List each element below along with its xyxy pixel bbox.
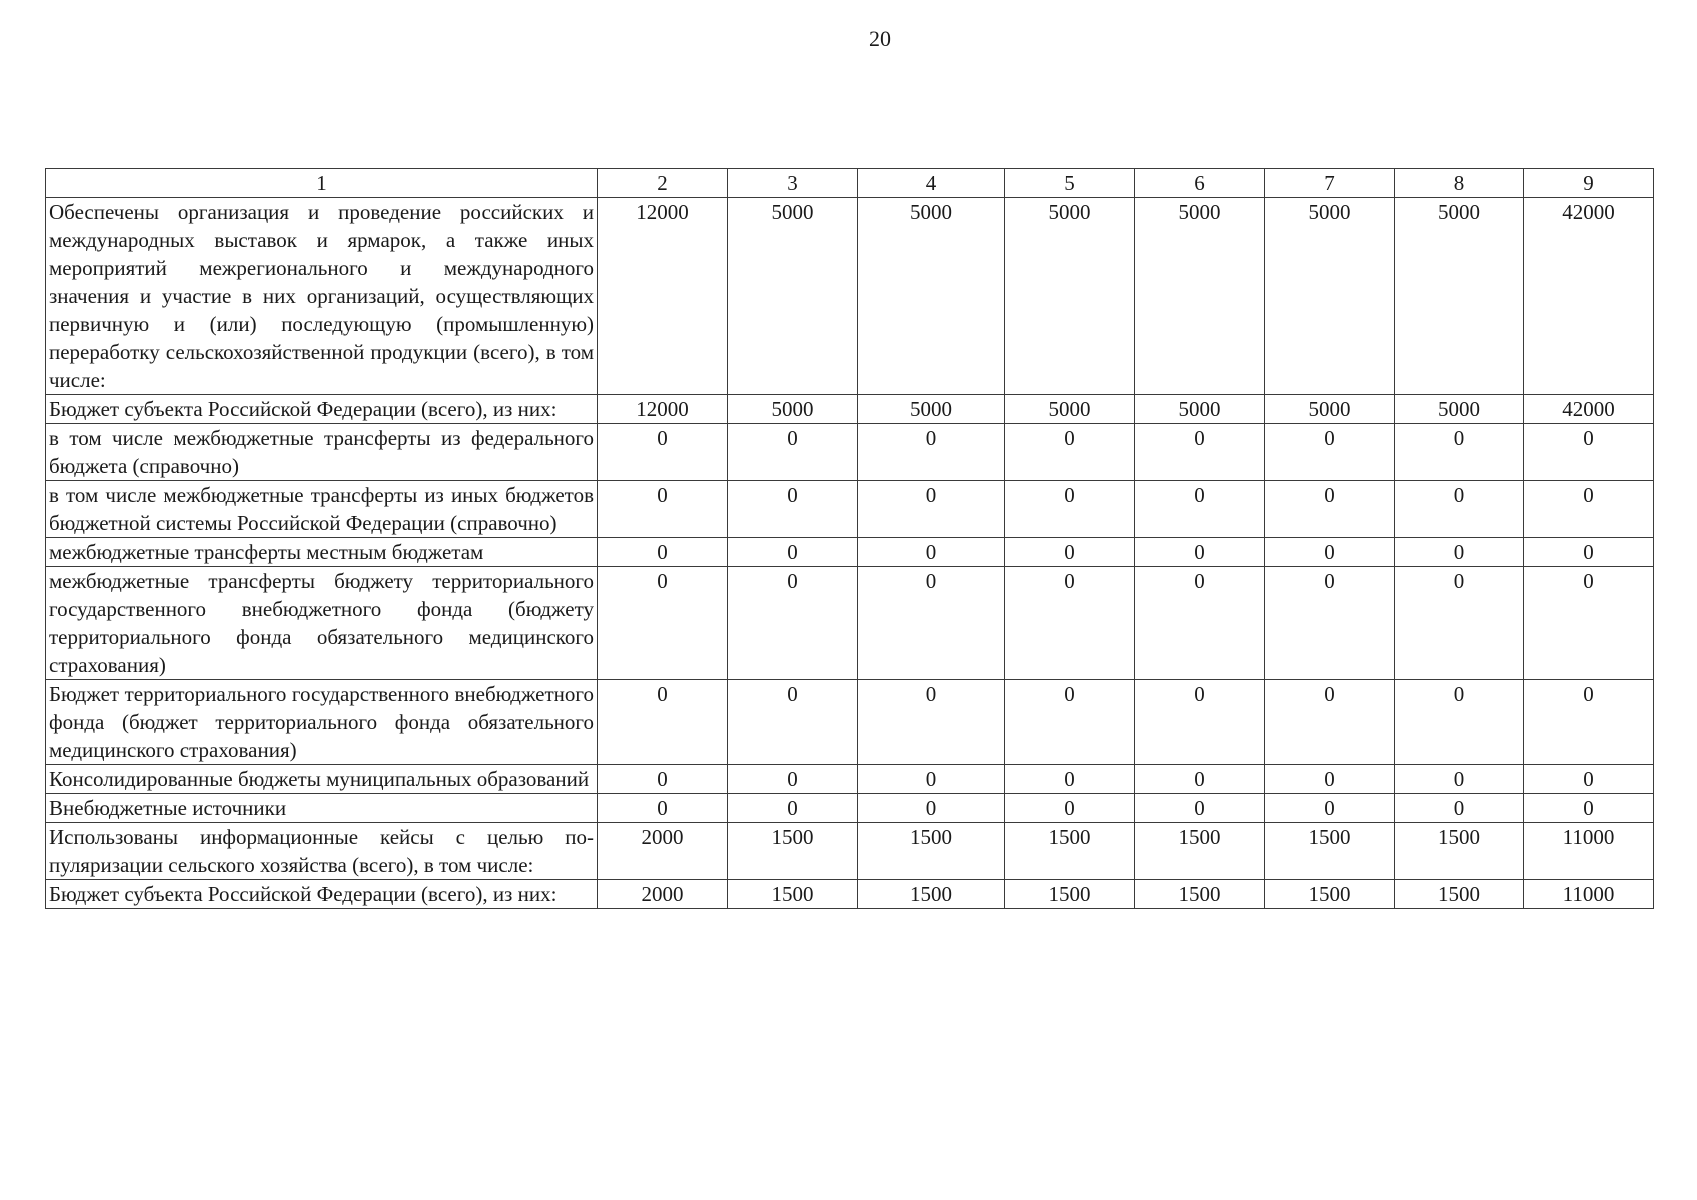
table-cell: 0 (598, 481, 728, 538)
column-header: 4 (858, 169, 1005, 198)
table-cell: 0 (728, 765, 858, 794)
row-description: в том числе межбюджетные трансферты из федерального бюджета (справочно) (46, 424, 598, 481)
table-cell: 0 (728, 567, 858, 680)
table-cell: 1500 (1395, 880, 1524, 909)
table-cell: 0 (1135, 794, 1265, 823)
table-cell: 0 (728, 794, 858, 823)
table-cell: 0 (598, 567, 728, 680)
table-cell: 1500 (1005, 823, 1135, 880)
table-cell: 1500 (1265, 823, 1395, 880)
table-cell: 0 (858, 794, 1005, 823)
table-cell: 0 (1395, 567, 1524, 680)
table-cell: 1500 (858, 823, 1005, 880)
table-cell: 0 (1005, 680, 1135, 765)
table-cell: 42000 (1524, 198, 1654, 395)
table-cell: 5000 (1005, 395, 1135, 424)
table-cell: 0 (1395, 680, 1524, 765)
table-row (46, 424, 1654, 481)
table-cell: 0 (1395, 424, 1524, 481)
row-description: Бюджет территориального государственного внебюджетного фонда (бюджет территориального фонда обязательного медицинского страхования) (46, 680, 598, 765)
table-cell: 0 (1005, 538, 1135, 567)
column-header: 6 (1135, 169, 1265, 198)
table-cell: 0 (728, 424, 858, 481)
table-cell: 5000 (728, 198, 858, 395)
table-cell: 0 (1005, 567, 1135, 680)
table-cell: 12000 (598, 198, 728, 395)
table-cell: 0 (1005, 481, 1135, 538)
table-row (46, 481, 1654, 538)
table-cell: 11000 (1524, 880, 1654, 909)
table-row (46, 823, 1654, 880)
table-row (46, 198, 1654, 395)
row-description: Бюджет субъекта Российской Федерации (всего), из них: (46, 395, 598, 424)
table-cell: 0 (858, 680, 1005, 765)
table-cell: 1500 (1135, 880, 1265, 909)
table-cell: 0 (1524, 481, 1654, 538)
table-cell: 0 (858, 424, 1005, 481)
column-header: 9 (1524, 169, 1654, 198)
table-cell: 0 (1005, 794, 1135, 823)
header-row (46, 169, 1654, 198)
table-cell: 0 (1135, 765, 1265, 794)
table-row (46, 680, 1654, 765)
table-cell: 0 (1265, 680, 1395, 765)
table-cell: 0 (1524, 538, 1654, 567)
table-row (46, 395, 1654, 424)
table-row (46, 765, 1654, 794)
table-cell: 0 (728, 481, 858, 538)
table-cell: 5000 (1395, 198, 1524, 395)
row-description: в том числе межбюджетные трансферты из иных бюджетов бюджетной системы Российской Федерации (справочно) (46, 481, 598, 538)
table-cell: 2000 (598, 880, 728, 909)
table-row (46, 880, 1654, 909)
table-cell: 0 (1265, 567, 1395, 680)
table-cell: 5000 (1265, 395, 1395, 424)
table-cell: 0 (1135, 680, 1265, 765)
column-header: 3 (728, 169, 858, 198)
table-cell: 0 (1265, 794, 1395, 823)
table-cell: 0 (1395, 481, 1524, 538)
table-cell: 0 (1395, 765, 1524, 794)
table-cell: 0 (1265, 424, 1395, 481)
column-header: 7 (1265, 169, 1395, 198)
table-cell: 5000 (858, 395, 1005, 424)
table-cell: 1500 (1265, 880, 1395, 909)
table-cell: 5000 (1135, 395, 1265, 424)
table-row (46, 567, 1654, 680)
table-cell: 5000 (858, 198, 1005, 395)
table-cell: 0 (1524, 765, 1654, 794)
table-cell: 1500 (1005, 880, 1135, 909)
table-cell: 0 (1135, 567, 1265, 680)
table-row (46, 538, 1654, 567)
table-cell: 0 (1265, 765, 1395, 794)
row-description: межбюджетные трансферты бюджету территориального государственного внебюджетного фонда (бюджету территориального фонда обязательного медицинского страхования) (46, 567, 598, 680)
row-description: Использованы информационные кейсы с целью популяризации сельского хозяйства (всего), в том числе: (46, 823, 598, 880)
table-cell: 1500 (858, 880, 1005, 909)
table-cell: 1500 (1135, 823, 1265, 880)
table-cell: 2000 (598, 823, 728, 880)
table-cell: 0 (858, 481, 1005, 538)
column-header: 8 (1395, 169, 1524, 198)
table-cell: 5000 (1135, 198, 1265, 395)
row-description: Обеспечены организация и проведение российских и международных выставок и ярмарок, а также иных мероприятий межрегионального и международного значения и участие в них организаций, осуществляющих первичную и (или) последующую (промышленную) переработку сельскохозяйственной продукции (всего), в том числе: (46, 198, 598, 395)
column-header: 1 (46, 169, 598, 198)
table-cell: 1500 (1395, 823, 1524, 880)
table-cell: 0 (1395, 794, 1524, 823)
table-cell: 0 (1135, 538, 1265, 567)
table-cell: 0 (1524, 680, 1654, 765)
table-cell: 0 (1524, 567, 1654, 680)
table-cell: 0 (858, 538, 1005, 567)
table-cell: 0 (1265, 538, 1395, 567)
table-cell: 0 (1005, 424, 1135, 481)
table-cell: 1500 (728, 823, 858, 880)
table-cell: 0 (728, 538, 858, 567)
table-cell: 0 (598, 538, 728, 567)
column-header: 2 (598, 169, 728, 198)
table-cell: 0 (858, 765, 1005, 794)
table-cell: 42000 (1524, 395, 1654, 424)
table-cell: 0 (858, 567, 1005, 680)
table-cell: 11000 (1524, 823, 1654, 880)
table-row (46, 794, 1654, 823)
table-cell: 5000 (728, 395, 858, 424)
budget-table (45, 168, 1654, 909)
page-number: 20 (869, 26, 891, 51)
table-cell: 0 (1005, 765, 1135, 794)
table-cell: 5000 (1265, 198, 1395, 395)
table-cell: 5000 (1005, 198, 1135, 395)
table-cell: 0 (1265, 481, 1395, 538)
row-description: Бюджет субъекта Российской Федерации (всего), из них: (46, 880, 598, 909)
table-cell: 1500 (728, 880, 858, 909)
table-cell: 0 (598, 794, 728, 823)
table-cell: 0 (598, 424, 728, 481)
row-description: Консолидированные бюджеты муниципальных образований (46, 765, 598, 794)
row-description: межбюджетные трансферты местным бюджетам (46, 538, 598, 567)
table-cell: 0 (1135, 481, 1265, 538)
table-cell: 5000 (1395, 395, 1524, 424)
table-cell: 0 (598, 680, 728, 765)
table-cell: 0 (598, 765, 728, 794)
table-cell: 0 (1135, 424, 1265, 481)
column-header: 5 (1005, 169, 1135, 198)
row-description: Внебюджетные источники (46, 794, 598, 823)
table-cell: 0 (1524, 794, 1654, 823)
table-cell: 0 (728, 680, 858, 765)
table-cell: 0 (1395, 538, 1524, 567)
table-cell: 0 (1524, 424, 1654, 481)
table-cell: 12000 (598, 395, 728, 424)
